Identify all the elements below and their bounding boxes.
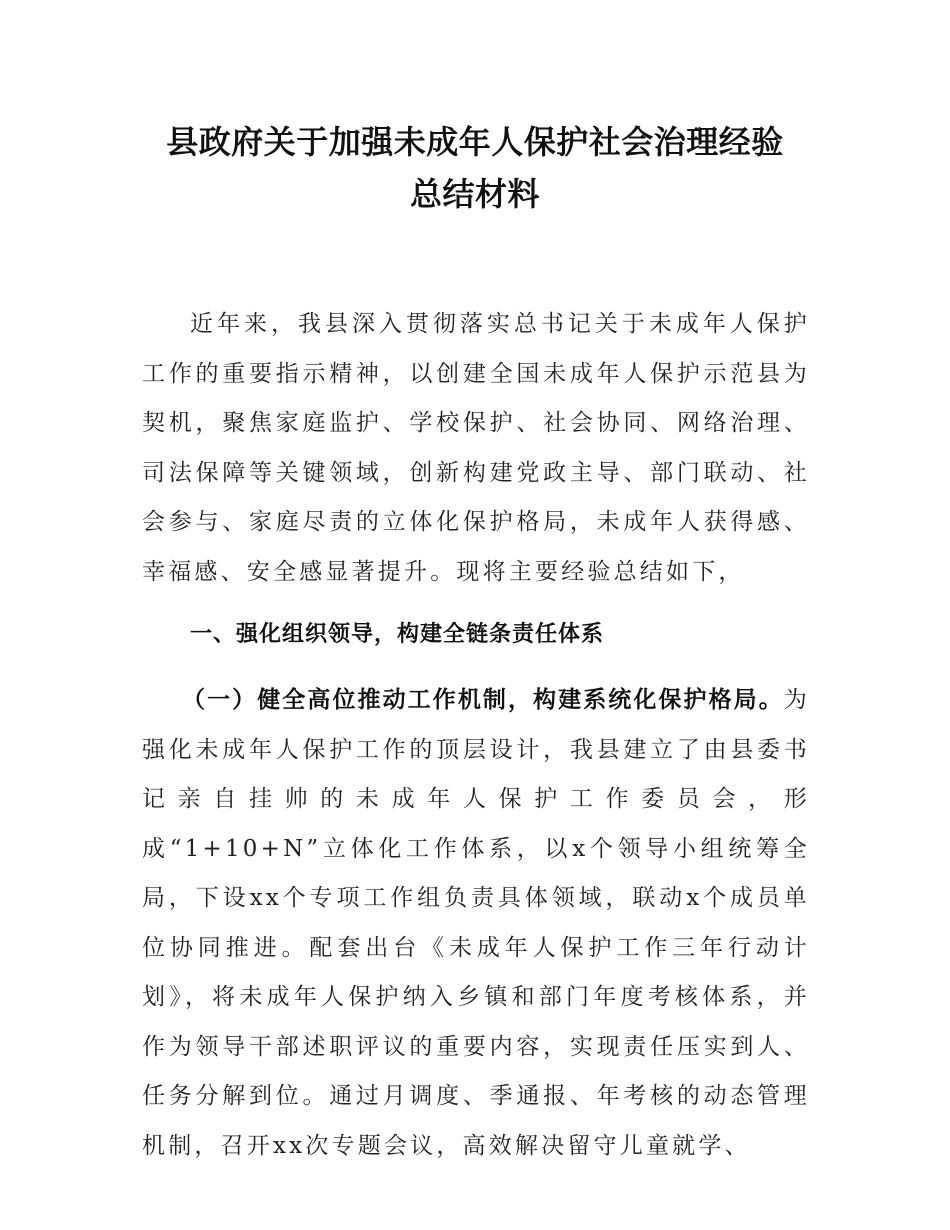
intro-paragraph: 近年来，我县深入贯彻落实总书记关于未成年人保护工作的重要指示精神，以创建全国未成年人保护示范县为契机，聚焦家庭监护、学校保护、社会协同、网络治理、司法保障等关键领域，创新构建党政主导、部门联动、社会参与、家庭尽责的立体化保护格局，未成年人获得感、幸福感、安全感显著提升。现将主要经验总结如下， [142,311,810,585]
subsection-heading: （一）健全高位推动工作机制，构建系统化保护格局。 [182,687,784,713]
document-title-line-1: 县政府关于加强未成年人保护社会治理经验 [166,123,784,161]
document-title-line-2: 总结材料 [409,175,540,213]
section-heading: 一、强化组织领导，构建全链条责任体系 [190,622,605,647]
subsection-paragraph [142,676,810,1171]
subsection-body: 为强化未成年人保护工作的顶层设计，我县建立了由县委书记亲自挂帅的未成年人保护工作委员会，形成“1+10+N”立体化工作体系，以x个领导小组统筹全局，下设xx个专项工作组负责具体领域，联动x个成员单位协同推进。配套出台《未成年人保护工作三年行动计划》，将未成年人保护纳入乡镇和部门年度考核体系，并作为领导干部述职评议的重要内容，实现责任压实到人、任务分解到位。通过月调度、季通报、年考核的动态管理机制，召开xx次专题会议，高效解决留守儿童就学、 [142,687,810,1159]
document-title [120,116,830,220]
